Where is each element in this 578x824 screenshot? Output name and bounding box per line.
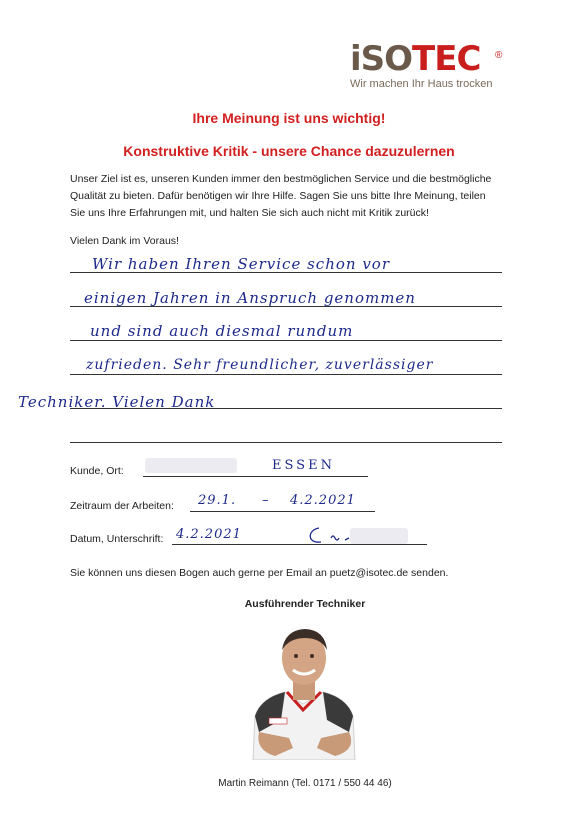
handwritten-comment-line: einigen Jahren in Anspruch genommen bbox=[84, 289, 416, 307]
registered-mark: ® bbox=[495, 50, 503, 61]
date-signature-label: Datum, Unterschrift: bbox=[70, 533, 164, 545]
handwritten-comment-line: Wir haben Ihren Service schon vor bbox=[92, 255, 390, 273]
date-signature-rule bbox=[172, 544, 427, 545]
customer-location-label: Kunde, Ort: bbox=[70, 465, 124, 477]
work-period-from: 29.1. bbox=[198, 493, 237, 508]
intro-paragraph bbox=[70, 171, 491, 222]
signature-date: 4.2.2021 bbox=[176, 527, 242, 542]
logo-wordmark: iSOTEC bbox=[350, 39, 481, 79]
isotec-logo bbox=[350, 40, 520, 102]
customer-city: ESSEN bbox=[272, 458, 335, 473]
technician-heading: Ausführender Techniker bbox=[244, 598, 366, 610]
intro-line: Sie uns Ihre Erfahrungen mit, und halten Sie sich auch nicht mit Kritik zurück! bbox=[70, 207, 429, 219]
redacted-name bbox=[145, 458, 237, 473]
logo-slogan: Wir machen Ihr Haus trocken bbox=[350, 78, 493, 90]
comment-rule bbox=[70, 374, 502, 375]
customer-location-rule bbox=[143, 476, 368, 477]
intro-line: Unser Ziel ist es, unseren Kunden immer den bestmöglichen Service und die bestmögliche bbox=[70, 173, 492, 185]
handwritten-comment-line: Techniker. Vielen Dank bbox=[18, 393, 216, 411]
handwritten-comment-line: zufrieden. Sehr freundlicher, zuverlässiger bbox=[86, 357, 434, 373]
heading-opinion: Ihre Meinung ist uns wichtig! bbox=[192, 110, 386, 126]
work-period-rule bbox=[190, 511, 375, 512]
heading-critique: Konstruktive Kritik - unsere Chance dazuzulernen bbox=[123, 143, 455, 159]
work-period-separator: – bbox=[262, 493, 270, 508]
comment-rule bbox=[70, 340, 502, 341]
handwritten-comment-line: und sind auch diesmal rundum bbox=[90, 322, 354, 340]
technician-caption: Martin Reimann (Tel. 0171 / 550 44 46) bbox=[218, 778, 392, 789]
intro-line: Qualität zu bieten. Dafür benötigen wir Ihre Hilfe. Sagen Sie uns bitte Ihre Meinung, teilen bbox=[70, 190, 486, 202]
redacted-signature bbox=[350, 528, 408, 544]
work-period-label: Zeitraum der Arbeiten: bbox=[70, 500, 174, 512]
thanks-text: Vielen Dank im Voraus! bbox=[70, 235, 179, 247]
comment-rule bbox=[70, 442, 502, 443]
work-period-to: 4.2.2021 bbox=[290, 493, 356, 508]
email-note: Sie können uns diesen Bogen auch gerne per Email an puetz@isotec.de senden. bbox=[70, 567, 449, 579]
technician-photo bbox=[245, 620, 363, 760]
